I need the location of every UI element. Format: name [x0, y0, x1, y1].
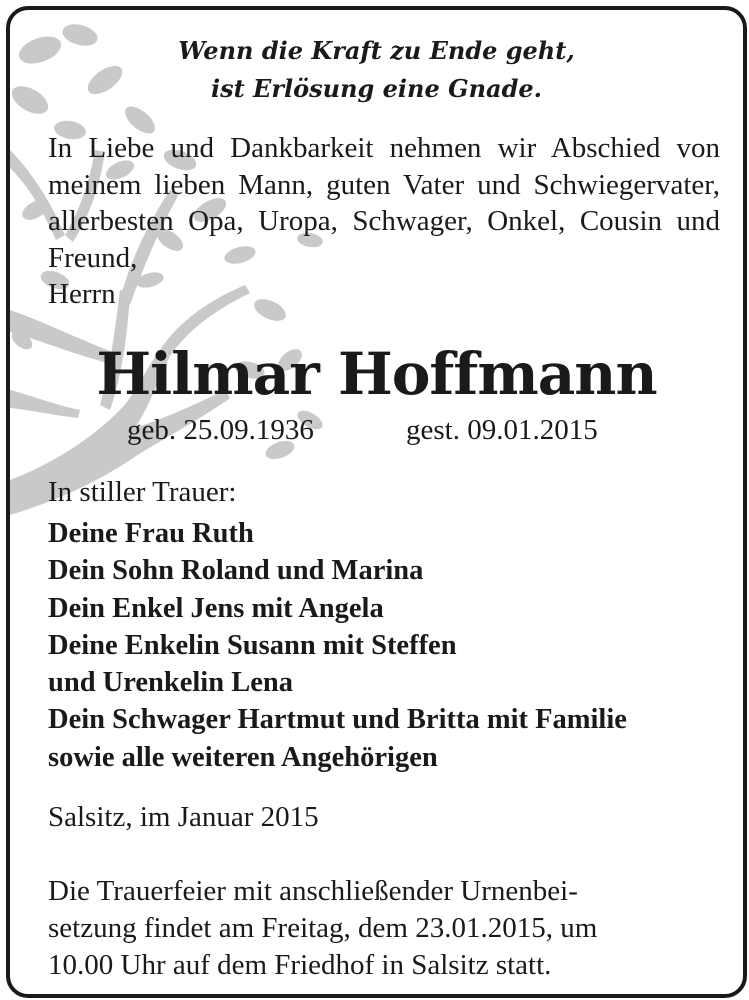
motto-line-1: Wenn die Kraft zu Ende geht, — [178, 36, 575, 65]
mourners-list — [48, 515, 627, 776]
mourner-line: Deine Enkelin Susann mit Steffen — [48, 629, 457, 661]
intro-text — [48, 130, 720, 313]
intro-paragraph: In Liebe und Dankbarkeit nehmen wir Abschied von meinem lieben Mann, guten Vater und Schwiegervater, allerbesten Opa, Uropa, Schwager, Onkel, Cousin und Freund, — [48, 132, 720, 274]
intro-herrn: Herrn — [48, 278, 116, 310]
birth-date: geb. 25.09.1936 — [127, 414, 314, 446]
death-date: gest. 09.01.2015 — [406, 414, 598, 446]
motto-line-2: ist Erlösung eine Gnade. — [210, 74, 543, 103]
mourner-line: Deine Frau Ruth — [48, 518, 254, 549]
obituary-content — [10, 10, 743, 994]
mourner-line: Dein Schwager Hartmut und Britta mit Familie — [48, 704, 627, 736]
mourner-line: sowie alle weiteren Angehörigen — [48, 741, 438, 773]
ceremony-line: Die Trauerfeier mit anschließender Urnenbei- — [48, 875, 578, 907]
mourner-line: und Urenkelin Lena — [48, 667, 293, 699]
deceased-name: Hilmar Hoffmann — [96, 340, 657, 408]
mourner-line: Dein Enkel Jens mit Angela — [48, 592, 384, 624]
ceremony-line: setzung findet am Freitag, dem 23.01.2015, um — [48, 912, 598, 944]
ceremony-info — [48, 873, 720, 984]
place-date: Salsitz, im Januar 2015 — [48, 801, 319, 833]
obituary-frame — [6, 6, 747, 998]
ceremony-line: 10.00 Uhr auf dem Friedhof in Salsitz statt. — [48, 949, 552, 981]
mourner-line: Dein Sohn Roland und Marina — [48, 555, 424, 587]
mourning-heading: In stiller Trauer: — [48, 476, 237, 508]
